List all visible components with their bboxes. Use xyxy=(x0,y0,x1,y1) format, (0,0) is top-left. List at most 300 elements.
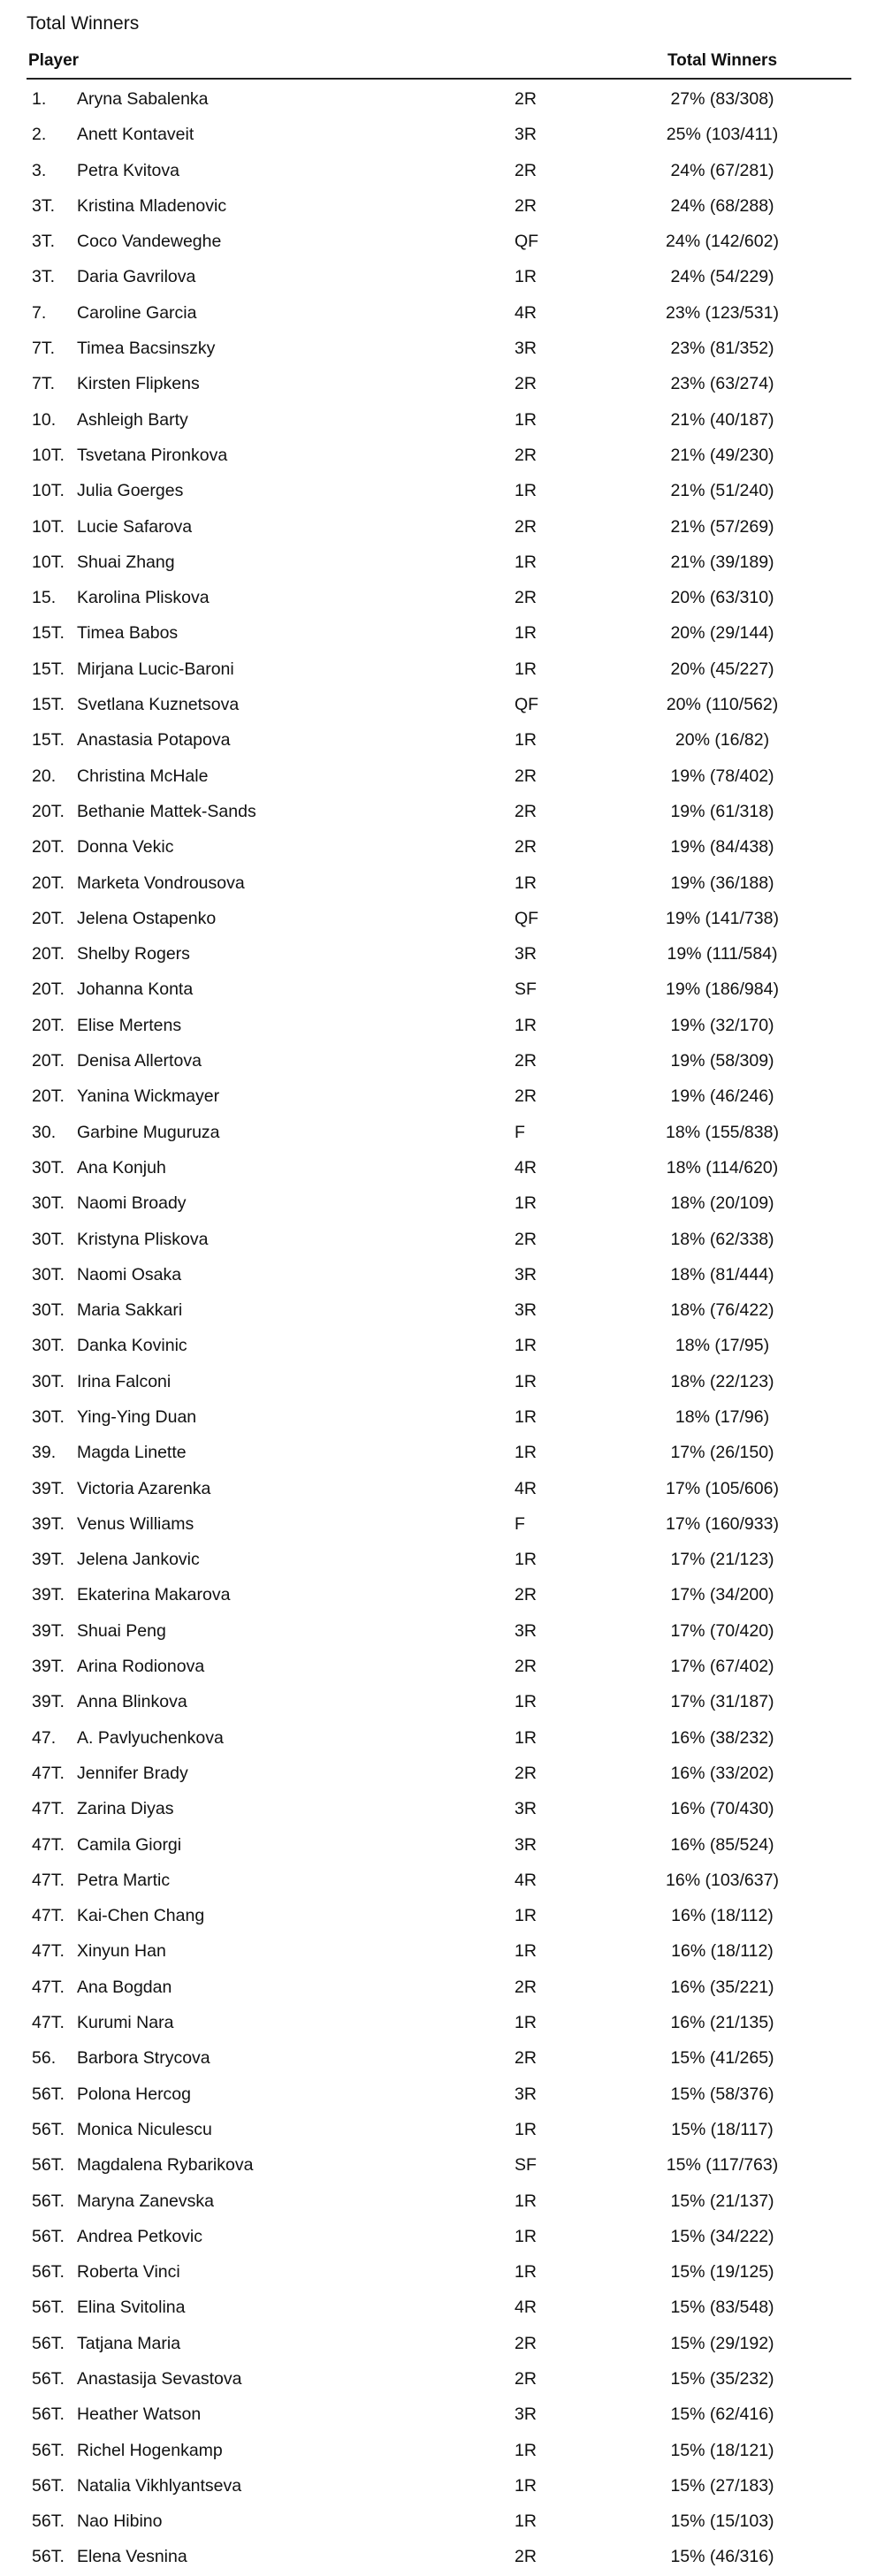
total-winners-cell: 24% (54/229) xyxy=(670,267,774,287)
player-name-cell: Monica Niculescu xyxy=(77,2119,212,2139)
round-cell: 1R xyxy=(515,409,537,430)
rank-cell: 47T. xyxy=(32,1977,65,1997)
player-name-cell: Kristina Mladenovic xyxy=(77,195,227,216)
total-winners-cell: 21% (49/230) xyxy=(670,445,774,465)
table-row xyxy=(27,2362,851,2397)
round-cell: 1R xyxy=(515,2440,537,2460)
table-row xyxy=(27,1365,851,1400)
player-name-cell: Camila Giorgi xyxy=(77,1834,182,1855)
round-cell: 3R xyxy=(515,339,537,359)
total-winners-cell: 21% (51/240) xyxy=(670,481,774,501)
rank-cell: 39T. xyxy=(32,1620,65,1641)
total-winners-cell: 20% (29/144) xyxy=(670,623,774,644)
total-winners-cell: 15% (21/137) xyxy=(670,2191,774,2211)
round-cell: 2R xyxy=(515,801,537,821)
rank-cell: 39T. xyxy=(32,1692,65,1712)
round-cell: 1R xyxy=(515,2511,537,2532)
table-row xyxy=(27,1792,851,1827)
player-name-cell: Donna Vekic xyxy=(77,837,174,857)
round-cell: 1R xyxy=(515,1336,537,1356)
round-cell: 1R xyxy=(515,1941,537,1962)
total-winners-cell: 15% (83/548) xyxy=(670,2298,774,2318)
rank-cell: 20T. xyxy=(32,908,65,928)
rank-cell: 56T. xyxy=(32,2226,65,2246)
table-row xyxy=(27,2504,851,2540)
total-winners-cell: 18% (17/96) xyxy=(675,1406,770,1427)
round-cell: 1R xyxy=(515,1406,537,1427)
round-cell: 2R xyxy=(515,1229,537,1249)
player-name-cell: Victoria Azarenka xyxy=(77,1478,211,1498)
total-winners-cell: 20% (45/227) xyxy=(670,659,774,679)
round-cell: 2R xyxy=(515,766,537,786)
player-name-cell: Mirjana Lucic-Baroni xyxy=(77,659,234,679)
player-name-cell: Xinyun Han xyxy=(77,1941,166,1962)
round-cell: 1R xyxy=(515,267,537,287)
player-name-cell: Coco Vandeweghe xyxy=(77,232,222,252)
table-row xyxy=(27,332,851,367)
total-winners-cell: 15% (29/192) xyxy=(670,2333,774,2353)
player-name-cell: Roberta Vinci xyxy=(77,2262,180,2283)
player-name-cell: Petra Martic xyxy=(77,1870,171,1890)
rank-cell: 10T. xyxy=(32,552,65,572)
player-name-cell: Garbine Muguruza xyxy=(77,1122,220,1142)
rank-cell: 39T. xyxy=(32,1657,65,1677)
player-name-cell: Andrea Petkovic xyxy=(77,2226,202,2246)
round-cell: 3R xyxy=(515,1300,537,1321)
player-name-cell: Elena Vesnina xyxy=(77,2547,187,2567)
total-winners-cell: 23% (63/274) xyxy=(670,374,774,394)
round-cell: 2R xyxy=(515,374,537,394)
player-name-cell: Polona Hercog xyxy=(77,2084,191,2104)
round-cell: 2R xyxy=(515,1763,537,1783)
total-winners-cell: 17% (21/123) xyxy=(670,1550,774,1570)
table-row xyxy=(27,545,851,581)
round-cell: 4R xyxy=(515,1157,537,1177)
table-row xyxy=(27,2327,851,2362)
rank-cell: 56T. xyxy=(32,2119,65,2139)
table-row xyxy=(27,581,851,616)
total-winners-cell: 16% (103/637) xyxy=(666,1870,779,1890)
round-cell: F xyxy=(515,1122,525,1142)
table-row xyxy=(27,1116,851,1151)
total-winners-cell: 16% (18/112) xyxy=(671,1906,774,1926)
rank-cell: 30T. xyxy=(32,1371,65,1391)
table-row xyxy=(27,2220,851,2255)
total-winners-cell: 15% (27/183) xyxy=(670,2475,774,2496)
total-winners-cell: 20% (63/310) xyxy=(670,588,774,608)
rank-cell: 47T. xyxy=(32,1834,65,1855)
total-winners-cell: 25% (103/411) xyxy=(666,125,779,145)
round-cell: 4R xyxy=(515,1870,537,1890)
table-row xyxy=(27,260,851,295)
player-name-cell: Kristyna Pliskova xyxy=(77,1229,209,1249)
player-name-cell: Anett Kontaveit xyxy=(77,125,194,145)
round-cell: 1R xyxy=(515,1371,537,1391)
round-cell: 2R xyxy=(515,2369,537,2389)
round-cell: QF xyxy=(515,232,539,252)
table-row xyxy=(27,2148,851,2184)
player-name-cell: Timea Bacsinszky xyxy=(77,339,216,359)
rank-cell: 39T. xyxy=(32,1478,65,1498)
round-cell: 2R xyxy=(515,445,537,465)
total-winners-column-header: Total Winners xyxy=(667,51,778,70)
table-row xyxy=(27,1863,851,1899)
player-name-cell: Jelena Jankovic xyxy=(77,1550,200,1570)
rank-cell: 15T. xyxy=(32,730,65,751)
table-row xyxy=(27,795,851,830)
round-cell: SF xyxy=(515,2155,537,2176)
total-winners-cell: 16% (35/221) xyxy=(670,1977,774,1997)
total-winners-cell: 19% (186/984) xyxy=(666,979,779,1000)
player-name-cell: Kai-Chen Chang xyxy=(77,1906,205,1926)
round-cell: 3R xyxy=(515,1620,537,1641)
player-name-cell: Kirsten Flipkens xyxy=(77,374,200,394)
total-winners-cell: 15% (19/125) xyxy=(670,2262,774,2283)
round-cell: 1R xyxy=(515,1015,537,1035)
table-row xyxy=(27,1828,851,1863)
total-winners-cell: 16% (21/135) xyxy=(670,2013,774,2033)
table-row xyxy=(27,367,851,402)
rank-cell: 30T. xyxy=(32,1336,65,1356)
table-row xyxy=(27,118,851,153)
rank-cell: 56T. xyxy=(32,2333,65,2353)
player-name-cell: Danka Kovinic xyxy=(77,1336,187,1356)
rank-cell: 20T. xyxy=(32,1015,65,1035)
total-winners-cell: 16% (70/430) xyxy=(670,1799,774,1819)
total-winners-cell: 23% (81/352) xyxy=(670,339,774,359)
rank-cell: 30T. xyxy=(32,1157,65,1177)
table-row xyxy=(27,1970,851,2006)
rank-cell: 47T. xyxy=(32,1906,65,1926)
table-row xyxy=(27,1079,851,1115)
total-winners-cell: 20% (16/82) xyxy=(675,730,770,751)
rank-cell: 30T. xyxy=(32,1406,65,1427)
round-cell: 1R xyxy=(515,1443,537,1463)
rank-cell: 15. xyxy=(32,588,57,608)
total-winners-cell: 18% (22/123) xyxy=(670,1371,774,1391)
round-cell: 3R xyxy=(515,1799,537,1819)
round-cell: 3R xyxy=(515,1834,537,1855)
table-row xyxy=(27,1507,851,1543)
rank-cell: 47. xyxy=(32,1727,57,1748)
table-row xyxy=(27,616,851,652)
rank-cell: 30. xyxy=(32,1122,57,1142)
table-row xyxy=(27,1934,851,1970)
table-row xyxy=(27,652,851,688)
player-name-cell: Zarina Diyas xyxy=(77,1799,174,1819)
rank-cell: 10T. xyxy=(32,445,65,465)
round-cell: 4R xyxy=(515,302,537,323)
player-name-cell: Petra Kvitova xyxy=(77,160,179,180)
player-name-cell: Maryna Zanevska xyxy=(77,2191,214,2211)
total-winners-cell: 24% (68/288) xyxy=(670,195,774,216)
rank-cell: 7T. xyxy=(32,374,56,394)
rank-cell: 10T. xyxy=(32,481,65,501)
table-row xyxy=(27,866,851,902)
total-winners-cell: 21% (39/189) xyxy=(670,552,774,572)
total-winners-cell: 19% (46/246) xyxy=(670,1086,774,1107)
rank-cell: 39T. xyxy=(32,1513,65,1534)
table-row xyxy=(27,1293,851,1329)
table-row xyxy=(27,296,851,332)
round-cell: 1R xyxy=(515,2262,537,2283)
table-row xyxy=(27,403,851,438)
player-name-cell: Naomi Osaka xyxy=(77,1264,182,1284)
total-winners-cell: 18% (62/338) xyxy=(670,1229,774,1249)
total-winners-cell: 15% (15/103) xyxy=(670,2511,774,2532)
round-cell: 1R xyxy=(515,659,537,679)
round-cell: 1R xyxy=(515,1906,537,1926)
round-cell: 2R xyxy=(515,516,537,537)
player-name-cell: Julia Goerges xyxy=(77,481,184,501)
player-name-cell: Yanina Wickmayer xyxy=(77,1086,220,1107)
table-row xyxy=(27,2006,851,2041)
total-winners-cell: 20% (110/562) xyxy=(666,695,779,715)
rank-cell: 20T. xyxy=(32,873,65,893)
player-name-cell: Naomi Broady xyxy=(77,1193,187,1214)
player-name-cell: Ana Konjuh xyxy=(77,1157,166,1177)
table-row xyxy=(27,2113,851,2148)
player-name-cell: Richel Hogenkamp xyxy=(77,2440,223,2460)
round-cell: 2R xyxy=(515,195,537,216)
table-header xyxy=(27,50,851,80)
round-cell: 3R xyxy=(515,2084,537,2104)
player-name-cell: Denisa Allertova xyxy=(77,1051,202,1071)
round-cell: 4R xyxy=(515,2298,537,2318)
table-row xyxy=(27,438,851,474)
rank-cell: 39T. xyxy=(32,1585,65,1605)
total-winners-cell: 15% (58/376) xyxy=(670,2084,774,2104)
rank-cell: 56T. xyxy=(32,2440,65,2460)
round-cell: 2R xyxy=(515,1051,537,1071)
table-row xyxy=(27,830,851,865)
round-cell: 1R xyxy=(515,2191,537,2211)
round-cell: 3R xyxy=(515,2405,537,2425)
total-winners-cell: 21% (57/269) xyxy=(670,516,774,537)
player-name-cell: Maria Sakkari xyxy=(77,1300,183,1321)
player-name-cell: Tatjana Maria xyxy=(77,2333,181,2353)
player-name-cell: Magda Linette xyxy=(77,1443,187,1463)
total-winners-cell: 15% (35/232) xyxy=(670,2369,774,2389)
rank-cell: 20T. xyxy=(32,979,65,1000)
round-cell: 1R xyxy=(515,1727,537,1748)
player-name-cell: Svetlana Kuznetsova xyxy=(77,695,240,715)
total-winners-cell: 24% (142/602) xyxy=(666,232,779,252)
player-name-cell: Kurumi Nara xyxy=(77,2013,174,2033)
total-winners-cell: 17% (34/200) xyxy=(670,1585,774,1605)
player-name-cell: Anastasija Sevastova xyxy=(77,2369,242,2389)
table-row xyxy=(27,1650,851,1685)
table-row xyxy=(27,2077,851,2113)
table-row xyxy=(27,1472,851,1507)
round-cell: 1R xyxy=(515,2226,537,2246)
rank-cell: 56T. xyxy=(32,2262,65,2283)
round-cell: 3R xyxy=(515,944,537,964)
total-winners-cell: 15% (41/265) xyxy=(670,2048,774,2069)
table-row xyxy=(27,937,851,972)
round-cell: 1R xyxy=(515,623,537,644)
rank-cell: 56T. xyxy=(32,2155,65,2176)
total-winners-cell: 19% (78/402) xyxy=(670,766,774,786)
rank-cell: 56T. xyxy=(32,2511,65,2532)
total-winners-cell: 17% (160/933) xyxy=(666,1513,779,1534)
player-name-cell: Aryna Sabalenka xyxy=(77,89,209,109)
total-winners-cell: 16% (33/202) xyxy=(670,1763,774,1783)
rank-cell: 15T. xyxy=(32,623,65,644)
player-name-cell: Shuai Zhang xyxy=(77,552,175,572)
round-cell: 2R xyxy=(515,2547,537,2567)
table-row xyxy=(27,2397,851,2433)
player-name-cell: Karolina Pliskova xyxy=(77,588,210,608)
rank-cell: 56T. xyxy=(32,2369,65,2389)
total-winners-cell: 15% (34/222) xyxy=(670,2226,774,2246)
rank-cell: 3T. xyxy=(32,195,56,216)
rank-cell: 20T. xyxy=(32,1051,65,1071)
total-winners-cell: 18% (114/620) xyxy=(666,1157,779,1177)
table-row xyxy=(27,723,851,758)
player-name-cell: Anna Blinkova xyxy=(77,1692,187,1712)
round-cell: 2R xyxy=(515,1977,537,1997)
table-row xyxy=(27,1400,851,1436)
rank-cell: 47T. xyxy=(32,1870,65,1890)
player-name-cell: Bethanie Mattek-Sands xyxy=(77,801,256,821)
total-winners-cell: 17% (26/150) xyxy=(670,1443,774,1463)
player-name-cell: Timea Babos xyxy=(77,623,179,644)
round-cell: 1R xyxy=(515,552,537,572)
rank-cell: 3. xyxy=(32,160,47,180)
rank-cell: 39T. xyxy=(32,1550,65,1570)
total-winners-cell: 19% (61/318) xyxy=(670,801,774,821)
table-row xyxy=(27,1899,851,1934)
round-cell: 2R xyxy=(515,160,537,180)
table-row xyxy=(27,2469,851,2504)
total-winners-cell: 15% (117/763) xyxy=(666,2155,779,2176)
table-row xyxy=(27,2540,851,2575)
player-name-cell: Arina Rodionova xyxy=(77,1657,205,1677)
player-name-cell: Jennifer Brady xyxy=(77,1763,188,1783)
total-winners-cell: 21% (40/187) xyxy=(670,409,774,430)
total-winners-cell: 18% (81/444) xyxy=(670,1264,774,1284)
rank-cell: 47T. xyxy=(32,1941,65,1962)
round-cell: 2R xyxy=(515,2048,537,2069)
table-row xyxy=(27,2434,851,2469)
table-row xyxy=(27,1186,851,1222)
total-winners-cell: 19% (141/738) xyxy=(666,908,779,928)
table-row xyxy=(27,1436,851,1471)
player-name-cell: Venus Williams xyxy=(77,1513,194,1534)
table-row xyxy=(27,82,851,118)
round-cell: SF xyxy=(515,979,537,1000)
table-row xyxy=(27,474,851,509)
rank-cell: 20T. xyxy=(32,801,65,821)
total-winners-cell: 24% (67/281) xyxy=(670,160,774,180)
rank-cell: 30T. xyxy=(32,1264,65,1284)
player-name-cell: Shuai Peng xyxy=(77,1620,166,1641)
table-row xyxy=(27,2041,851,2077)
table-row xyxy=(27,1329,851,1364)
total-winners-cell: 15% (18/121) xyxy=(670,2440,774,2460)
total-winners-cell: 15% (18/117) xyxy=(671,2119,774,2139)
round-cell: 4R xyxy=(515,1478,537,1498)
round-cell: 1R xyxy=(515,2475,537,2496)
total-winners-cell: 15% (62/416) xyxy=(670,2405,774,2425)
rank-cell: 39. xyxy=(32,1443,57,1463)
round-cell: F xyxy=(515,1513,525,1534)
table-row xyxy=(27,1543,851,1578)
rank-cell: 15T. xyxy=(32,695,65,715)
round-cell: 2R xyxy=(515,588,537,608)
rank-cell: 20T. xyxy=(32,1086,65,1107)
rank-cell: 20T. xyxy=(32,837,65,857)
total-winners-cell: 27% (83/308) xyxy=(670,89,774,109)
player-name-cell: Magdalena Rybarikova xyxy=(77,2155,254,2176)
table-row xyxy=(27,972,851,1008)
player-name-cell: Daria Gavrilova xyxy=(77,267,196,287)
table-row xyxy=(27,1258,851,1293)
rank-cell: 20. xyxy=(32,766,57,786)
player-name-cell: Ying-Ying Duan xyxy=(77,1406,197,1427)
table-row xyxy=(27,2184,851,2220)
rank-cell: 7T. xyxy=(32,339,56,359)
total-winners-cell: 16% (38/232) xyxy=(670,1727,774,1748)
player-name-cell: Christina McHale xyxy=(77,766,209,786)
player-name-cell: Elise Mertens xyxy=(77,1015,182,1035)
round-cell: 1R xyxy=(515,1550,537,1570)
round-cell: 2R xyxy=(515,1657,537,1677)
rank-cell: 7. xyxy=(32,302,47,323)
total-winners-cell: 23% (123/531) xyxy=(666,302,779,323)
round-cell: 2R xyxy=(515,89,537,109)
rank-cell: 15T. xyxy=(32,659,65,679)
rank-cell: 56T. xyxy=(32,2405,65,2425)
round-cell: 2R xyxy=(515,837,537,857)
round-cell: 2R xyxy=(515,1585,537,1605)
round-cell: 3R xyxy=(515,1264,537,1284)
player-column-header: Player xyxy=(28,51,80,70)
player-name-cell: Ashleigh Barty xyxy=(77,409,188,430)
table-row xyxy=(27,510,851,545)
player-name-cell: Johanna Konta xyxy=(77,979,194,1000)
rank-cell: 3T. xyxy=(32,267,56,287)
table-row xyxy=(27,1757,851,1792)
total-winners-cell: 19% (84/438) xyxy=(670,837,774,857)
round-cell: 1R xyxy=(515,2119,537,2139)
total-winners-cell: 16% (18/112) xyxy=(671,1941,774,1962)
round-cell: 2R xyxy=(515,1086,537,1107)
total-winners-cell: 17% (67/402) xyxy=(670,1657,774,1677)
total-winners-cell: 19% (58/309) xyxy=(670,1051,774,1071)
player-name-cell: Heather Watson xyxy=(77,2405,202,2425)
total-winners-cell: 18% (76/422) xyxy=(670,1300,774,1321)
table-row xyxy=(27,1044,851,1079)
table-row xyxy=(27,154,851,189)
player-name-cell: Natalia Vikhlyantseva xyxy=(77,2475,242,2496)
rank-cell: 30T. xyxy=(32,1193,65,1214)
player-name-cell: Shelby Rogers xyxy=(77,944,190,964)
table-row xyxy=(27,1685,851,1720)
player-name-cell: Marketa Vondrousova xyxy=(77,873,245,893)
total-winners-cell: 17% (70/420) xyxy=(670,1620,774,1641)
rank-cell: 56T. xyxy=(32,2298,65,2318)
table-row xyxy=(27,225,851,260)
rank-cell: 10T. xyxy=(32,516,65,537)
round-cell: 1R xyxy=(515,873,537,893)
rank-cell: 1. xyxy=(32,89,47,109)
total-winners-cell: 18% (17/95) xyxy=(675,1336,770,1356)
table-row xyxy=(27,688,851,723)
total-winners-cell: 15% (46/316) xyxy=(670,2547,774,2567)
total-winners-cell: 18% (20/109) xyxy=(670,1193,774,1214)
